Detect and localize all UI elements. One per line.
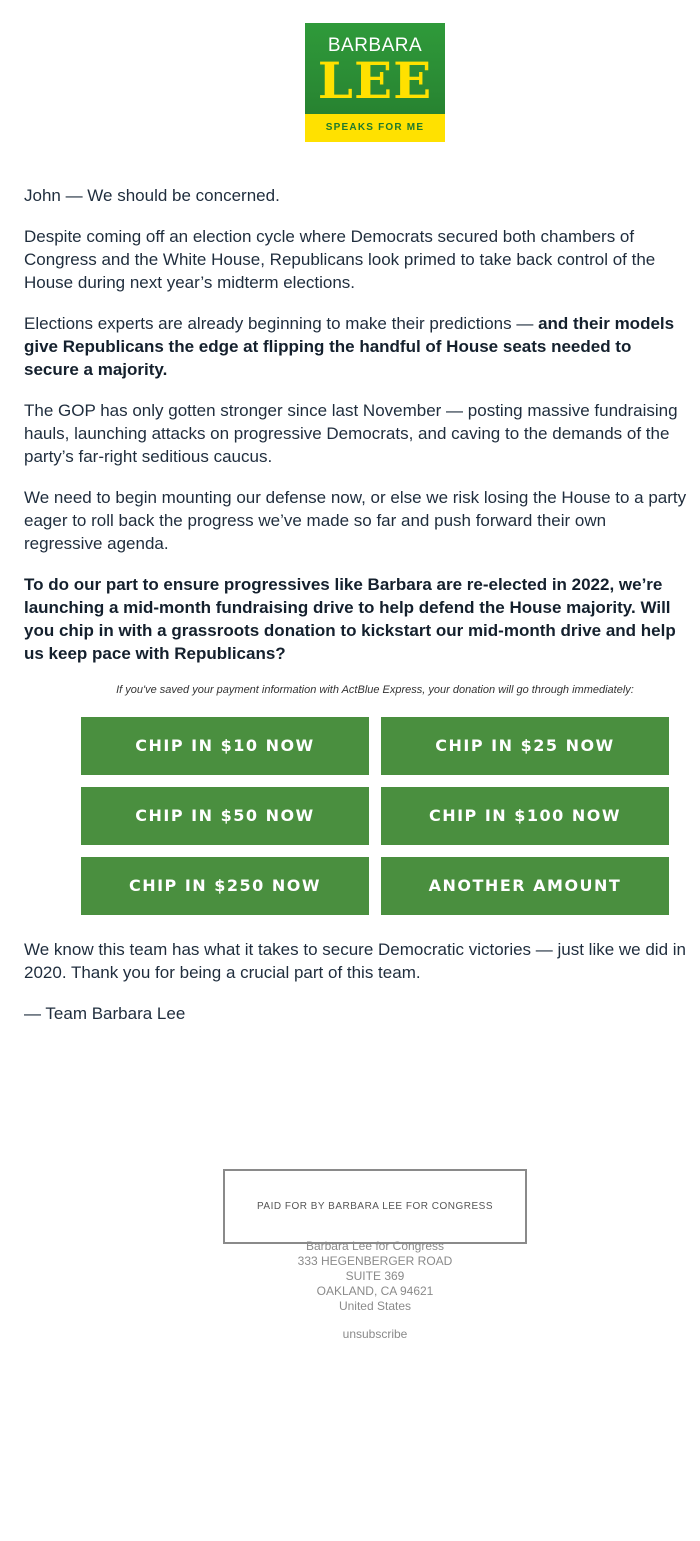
paragraph-defense: We need to begin mounting our defense now, or else we risk losing the House to a party eager to roll back the progress we’ve made so far and push forward their own regressive agenda.: [24, 488, 687, 553]
address-street: 333 HEGENBERGER ROAD: [297, 1254, 453, 1268]
address-country: United States: [338, 1299, 412, 1313]
actblue-note: If you've saved your payment information with ActBlue Express, your donation will go through immediately:: [116, 684, 634, 696]
chip-in-250-button[interactable]: CHIP IN $250 NOW: [81, 857, 369, 915]
another-amount-button[interactable]: ANOTHER AMOUNT: [381, 857, 669, 915]
email-closing: [24, 938, 700, 1043]
paragraph-ask: To do our part to ensure progressives like Barbara are re-elected in 2022, we’re launching a mid-month fundraising drive to help defend the House majority. Will you chip in with a grassroots donation to kickstart our mid-month drive and help us keep pace with Republicans?: [24, 575, 676, 663]
greeting: John — We should be concerned.: [24, 186, 280, 205]
logo-first-name: BARBARA: [327, 35, 423, 56]
address-org: Barbara Lee for Congress: [305, 1239, 445, 1253]
logo-tagline: SPEAKS FOR ME: [305, 114, 445, 142]
chip-in-25-button[interactable]: CHIP IN $25 NOW: [381, 717, 669, 775]
campaign-logo: [305, 23, 445, 142]
paragraph-experts: Elections experts are already beginning to make their predictions — and their models give Republicans the edge at flipping the handful of House seats needed to secure a majority.: [24, 314, 675, 379]
mailing-address: [0, 1239, 700, 1314]
paid-for-disclaimer: PAID FOR BY BARBARA LEE FOR CONGRESS: [223, 1169, 527, 1244]
address-suite: SUITE 369: [345, 1269, 405, 1283]
chip-in-50-button[interactable]: CHIP IN $50 NOW: [81, 787, 369, 845]
logo-last-name: LEE: [317, 51, 433, 110]
signoff: — Team Barbara Lee: [24, 1004, 186, 1023]
paragraph-cycle: Despite coming off an election cycle where Democrats secured both chambers of Congress and the White House, Republicans look primed to take back control of the House during next year’s midterm elections.: [24, 227, 656, 292]
chip-in-10-button[interactable]: CHIP IN $10 NOW: [81, 717, 369, 775]
email-body: [24, 184, 700, 683]
address-city: OAKLAND, CA 94621: [316, 1284, 434, 1298]
unsubscribe-link[interactable]: unsubscribe: [342, 1327, 408, 1341]
chip-in-100-button[interactable]: CHIP IN $100 NOW: [381, 787, 669, 845]
closing-paragraph: We know this team has what it takes to secure Democratic victories — just like we did in 2020. Thank you for being a crucial part of this team.: [24, 940, 686, 982]
paragraph-gop: The GOP has only gotten stronger since last November — posting massive fundraising hauls, launching attacks on progressive Democrats, and caving to the demands of the party’s far-right seditious caucus.: [24, 401, 678, 466]
